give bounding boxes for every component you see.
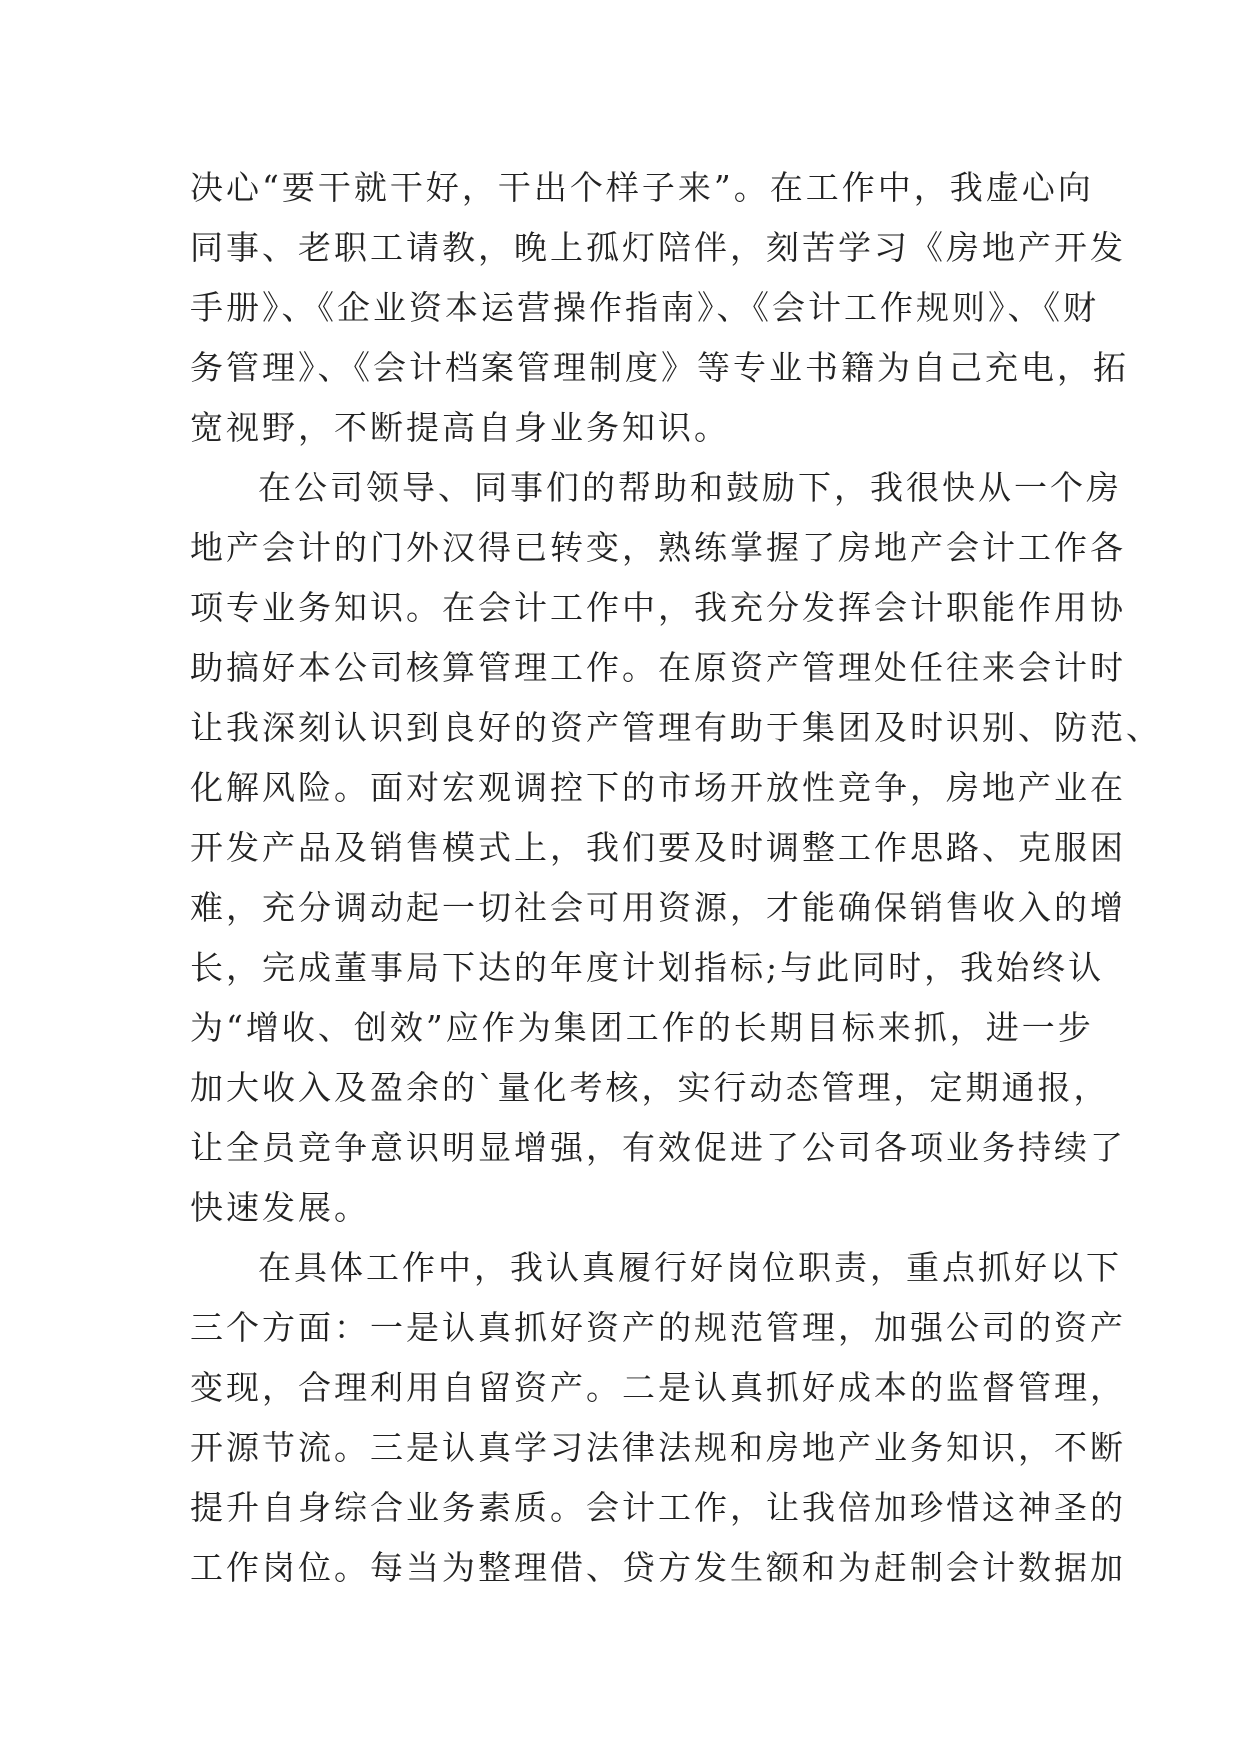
paragraph-line: 为“增收、创效”应作为集团工作的长期目标来抓，进一步 [190, 1008, 1094, 1047]
paragraph-line: 决心“要干就干好，干出个样子来”。在工作中，我虚心向 [190, 168, 1094, 207]
paragraph-line: 同事、老职工请教，晚上孤灯陪伴，刻苦学习《房地产开发 [190, 228, 1126, 267]
paragraph-line: 务管理》、《会计档案管理制度》等专业书籍为自己充电，拓 [190, 348, 1129, 387]
paragraph-line: 长，完成董事局下达的年度计划指标;与此同时，我始终认 [190, 948, 1105, 987]
paragraph-line: 开源节流。三是认真学习法律法规和房地产业务知识，不断 [190, 1428, 1126, 1467]
paragraph-line: 在公司领导、同事们的帮助和鼓励下，我很快从一个房 [258, 468, 1122, 507]
paragraph-3 [190, 1238, 1126, 1598]
paragraph-line: 手册》、《企业资本运营操作指南》、《会计工作规则》、《财 [190, 288, 1099, 327]
paragraph-line: 工作岗位。每当为整理借、贷方发生额和为赶制会计数据加 [190, 1548, 1126, 1587]
paragraph-1 [190, 158, 1129, 458]
paragraph-line: 宽视野，不断提高自身业务知识。 [190, 408, 730, 447]
paragraph-line: 三个方面：一是认真抓好资产的规范管理，加强公司的资产 [190, 1308, 1126, 1347]
paragraph-line: 开发产品及销售模式上，我们要及时调整工作思路、克服困 [190, 828, 1126, 867]
document-body [190, 158, 1162, 1598]
paragraph-line: 加大收入及盈余的`量化考核，实行动态管理，定期通报， [190, 1068, 1110, 1107]
paragraph-2 [190, 458, 1162, 1238]
paragraph-line: 变现，合理利用自留资产。二是认真抓好成本的监督管理， [190, 1368, 1126, 1407]
paragraph-line: 难，充分调动起一切社会可用资源，才能确保销售收入的增 [190, 888, 1126, 927]
paragraph-line: 让我深刻认识到良好的资产管理有助于集团及时识别、防范、 [190, 708, 1162, 747]
paragraph-line: 在具体工作中，我认真履行好岗位职责，重点抓好以下 [258, 1248, 1122, 1287]
paragraph-line: 化解风险。面对宏观调控下的市场开放性竞争，房地产业在 [190, 768, 1126, 807]
paragraph-line: 助搞好本公司核算管理工作。在原资产管理处任往来会计时 [190, 648, 1126, 687]
paragraph-line: 提升自身综合业务素质。会计工作，让我倍加珍惜这神圣的 [190, 1488, 1126, 1527]
paragraph-line: 快速发展。 [190, 1188, 370, 1227]
paragraph-line: 地产会计的门外汉得已转变，熟练掌握了房地产会计工作各 [190, 528, 1126, 567]
paragraph-line: 让全员竞争意识明显增强，有效促进了公司各项业务持续了 [190, 1128, 1126, 1167]
paragraph-line: 项专业务知识。在会计工作中，我充分发挥会计职能作用协 [190, 588, 1126, 627]
